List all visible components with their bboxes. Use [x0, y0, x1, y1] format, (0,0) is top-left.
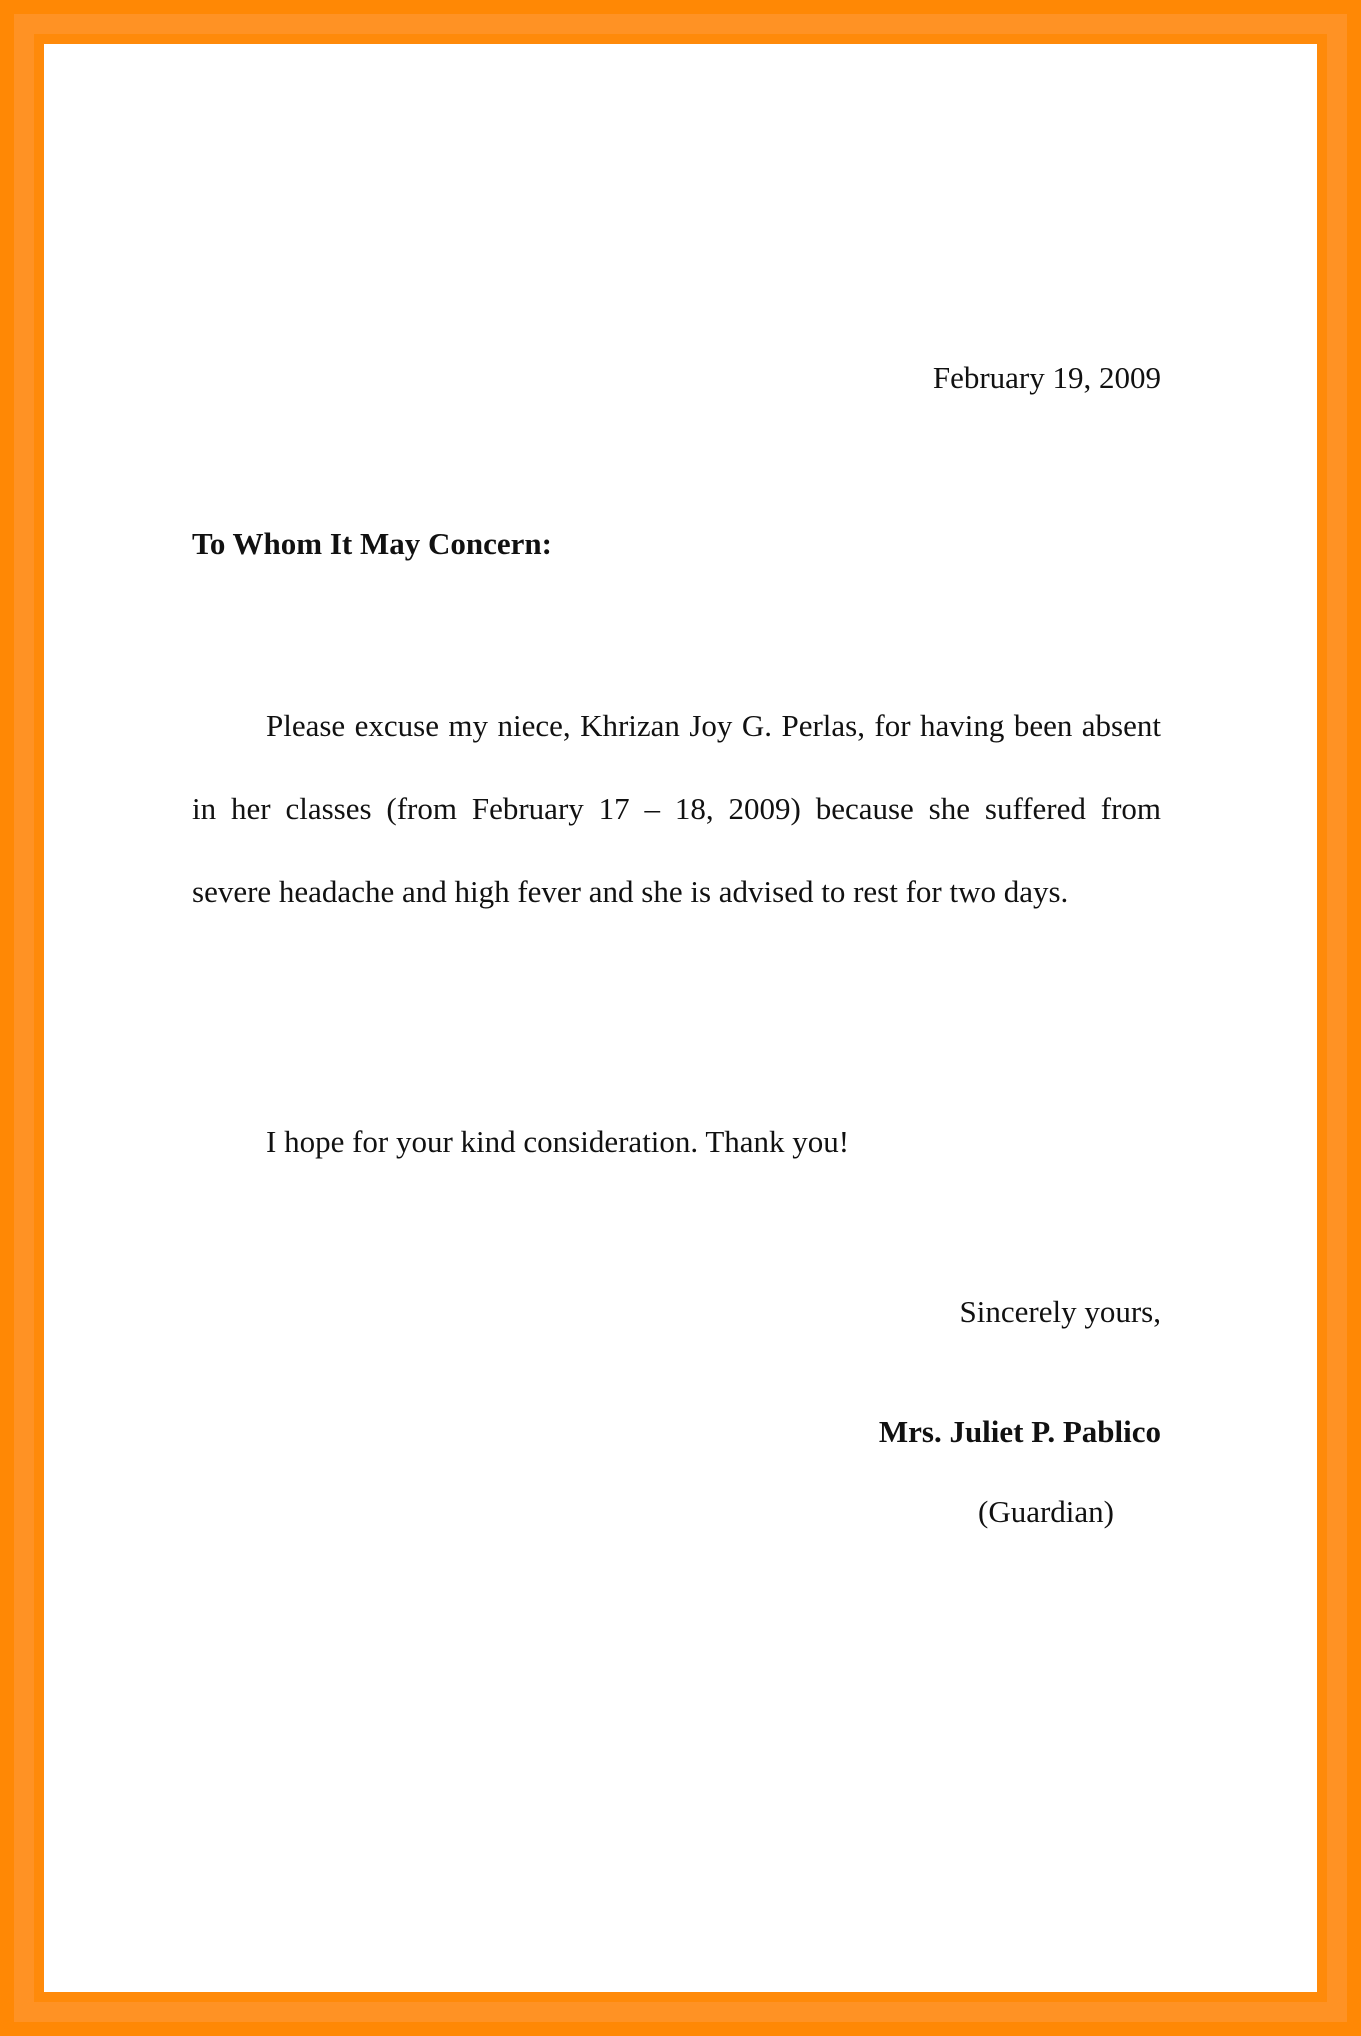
letter-signer-name: Mrs. Juliet P. Pablico: [878, 1414, 1161, 1449]
letter-salutation: To Whom It May Concern:: [192, 526, 552, 561]
letter-paper: [44, 44, 1317, 1992]
letter-closing-paragraph: I hope for your kind consideration. Thank you!: [266, 1124, 850, 1159]
letter-date: February 19, 2009: [932, 360, 1161, 395]
letter-valediction: Sincerely yours,: [959, 1294, 1161, 1329]
letter-body-paragraph: Please excuse my niece, Khrizan Joy G. Perlas, for having been absent in her classes (from February 17 – 18, 2009) because she suffered from severe headache and high fever and she is advised to rest for two days.: [192, 708, 1161, 909]
letter-signer-role: (Guardian): [978, 1494, 1114, 1529]
